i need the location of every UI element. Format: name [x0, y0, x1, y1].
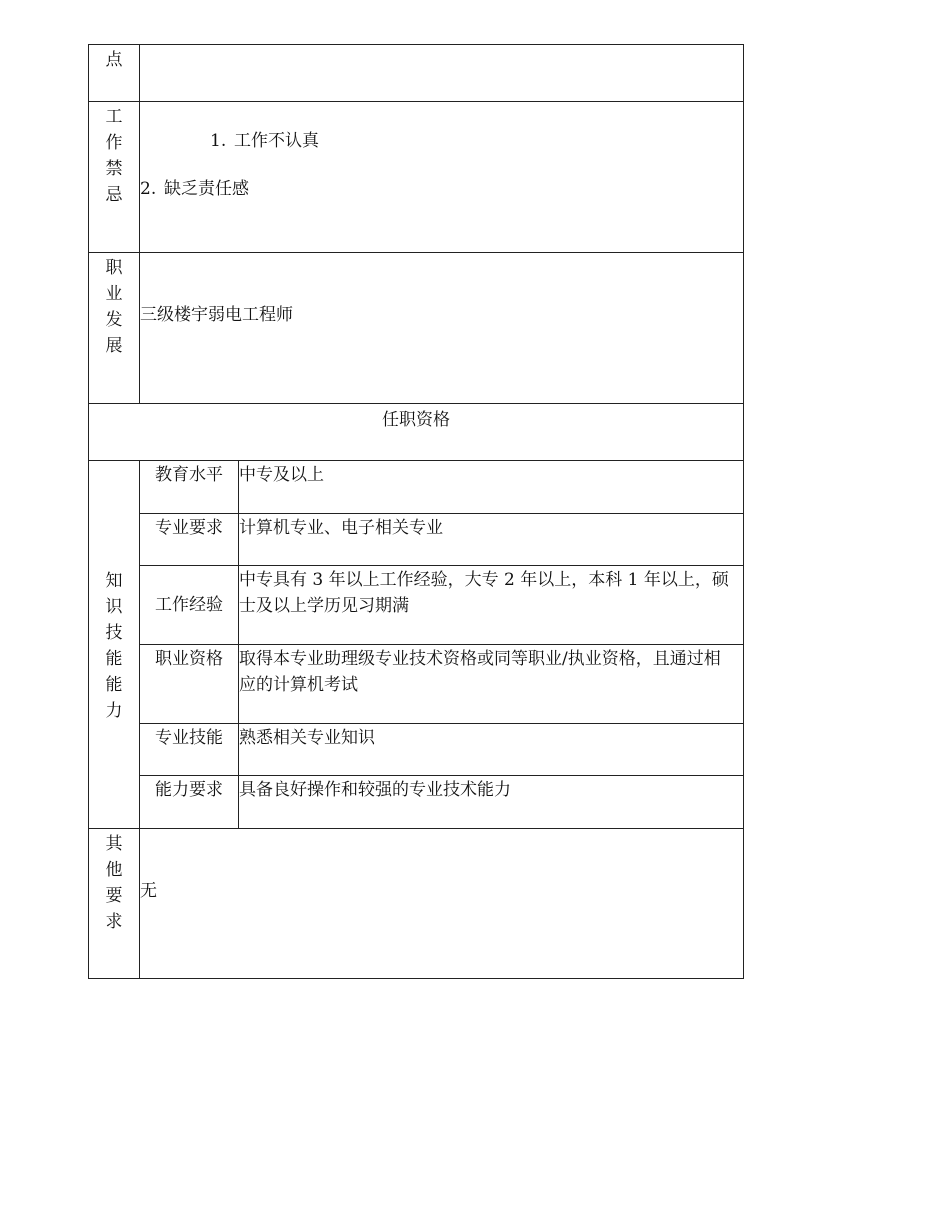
qualification-row — [89, 645, 744, 724]
label-char: 力 — [105, 700, 123, 721]
job-description-table — [88, 44, 744, 979]
label-char: 知 — [105, 570, 123, 591]
qualification-row — [89, 566, 744, 645]
label-char: 求 — [105, 912, 123, 932]
other-requirements-row — [89, 829, 744, 979]
key-points-row — [89, 45, 744, 102]
label-char: 他 — [105, 860, 123, 880]
experience-value: 中专具有 3 年以上工作经验，大专 2 年以上，本科 1 年以上，硕士及以上学历见习期满 — [239, 566, 744, 645]
other-requirements-content: 无 — [140, 829, 744, 979]
key-points-label — [89, 45, 140, 102]
major-value: 计算机专业、电子相关专业 — [239, 514, 744, 566]
label-char: 发 — [105, 310, 123, 330]
ability-label: 能力要求 — [140, 776, 239, 829]
label-char: 禁 — [105, 159, 123, 179]
prohibitions-content — [140, 102, 744, 253]
qualifications-header: 任职资格 — [89, 404, 744, 461]
certification-label: 职业资格 — [140, 645, 239, 724]
certification-value: 取得本专业助理级专业技术资格或同等职业/执业资格，且通过相应的计算机考试 — [239, 645, 744, 724]
qualification-row — [89, 461, 744, 514]
label-char: 能 — [105, 648, 123, 669]
prohibitions-label — [89, 102, 140, 253]
skills-value: 熟悉相关专业知识 — [239, 724, 744, 776]
label-char: 要 — [105, 886, 123, 906]
label-char: 识 — [105, 596, 123, 617]
education-value: 中专及以上 — [239, 461, 744, 514]
label-char: 点 — [105, 50, 123, 70]
item-text: 缺乏责任感 — [164, 179, 249, 199]
label-char: 能 — [105, 674, 123, 695]
key-points-content — [140, 45, 744, 102]
qualifications-header-row — [89, 404, 744, 461]
prohibition-item — [140, 176, 743, 202]
label-char: 职 — [105, 258, 123, 278]
label-char: 工 — [105, 107, 123, 127]
item-number: 1. — [210, 131, 227, 151]
major-label: 专业要求 — [140, 514, 239, 566]
item-number: 2. — [140, 179, 157, 199]
career-content: 三级楼宇弱电工程师 — [140, 253, 744, 404]
ability-value: 具备良好操作和较强的专业技术能力 — [239, 776, 744, 829]
label-char: 技 — [105, 622, 123, 643]
label-char: 展 — [105, 336, 123, 356]
experience-label: 工作经验 — [140, 566, 239, 645]
other-requirements-label — [89, 829, 140, 979]
career-label — [89, 253, 140, 404]
skills-label: 专业技能 — [140, 724, 239, 776]
label-char: 忌 — [105, 185, 123, 205]
education-label: 教育水平 — [140, 461, 239, 514]
qualification-row — [89, 724, 744, 776]
label-char: 作 — [105, 133, 123, 153]
prohibitions-row — [89, 102, 744, 253]
qualification-row — [89, 514, 744, 566]
prohibition-item — [140, 128, 743, 154]
qualification-row — [89, 776, 744, 829]
label-char: 其 — [105, 834, 123, 854]
label-char: 业 — [105, 284, 123, 304]
career-row — [89, 253, 744, 404]
knowledge-skills-label — [89, 461, 140, 829]
item-text: 工作不认真 — [234, 131, 319, 151]
